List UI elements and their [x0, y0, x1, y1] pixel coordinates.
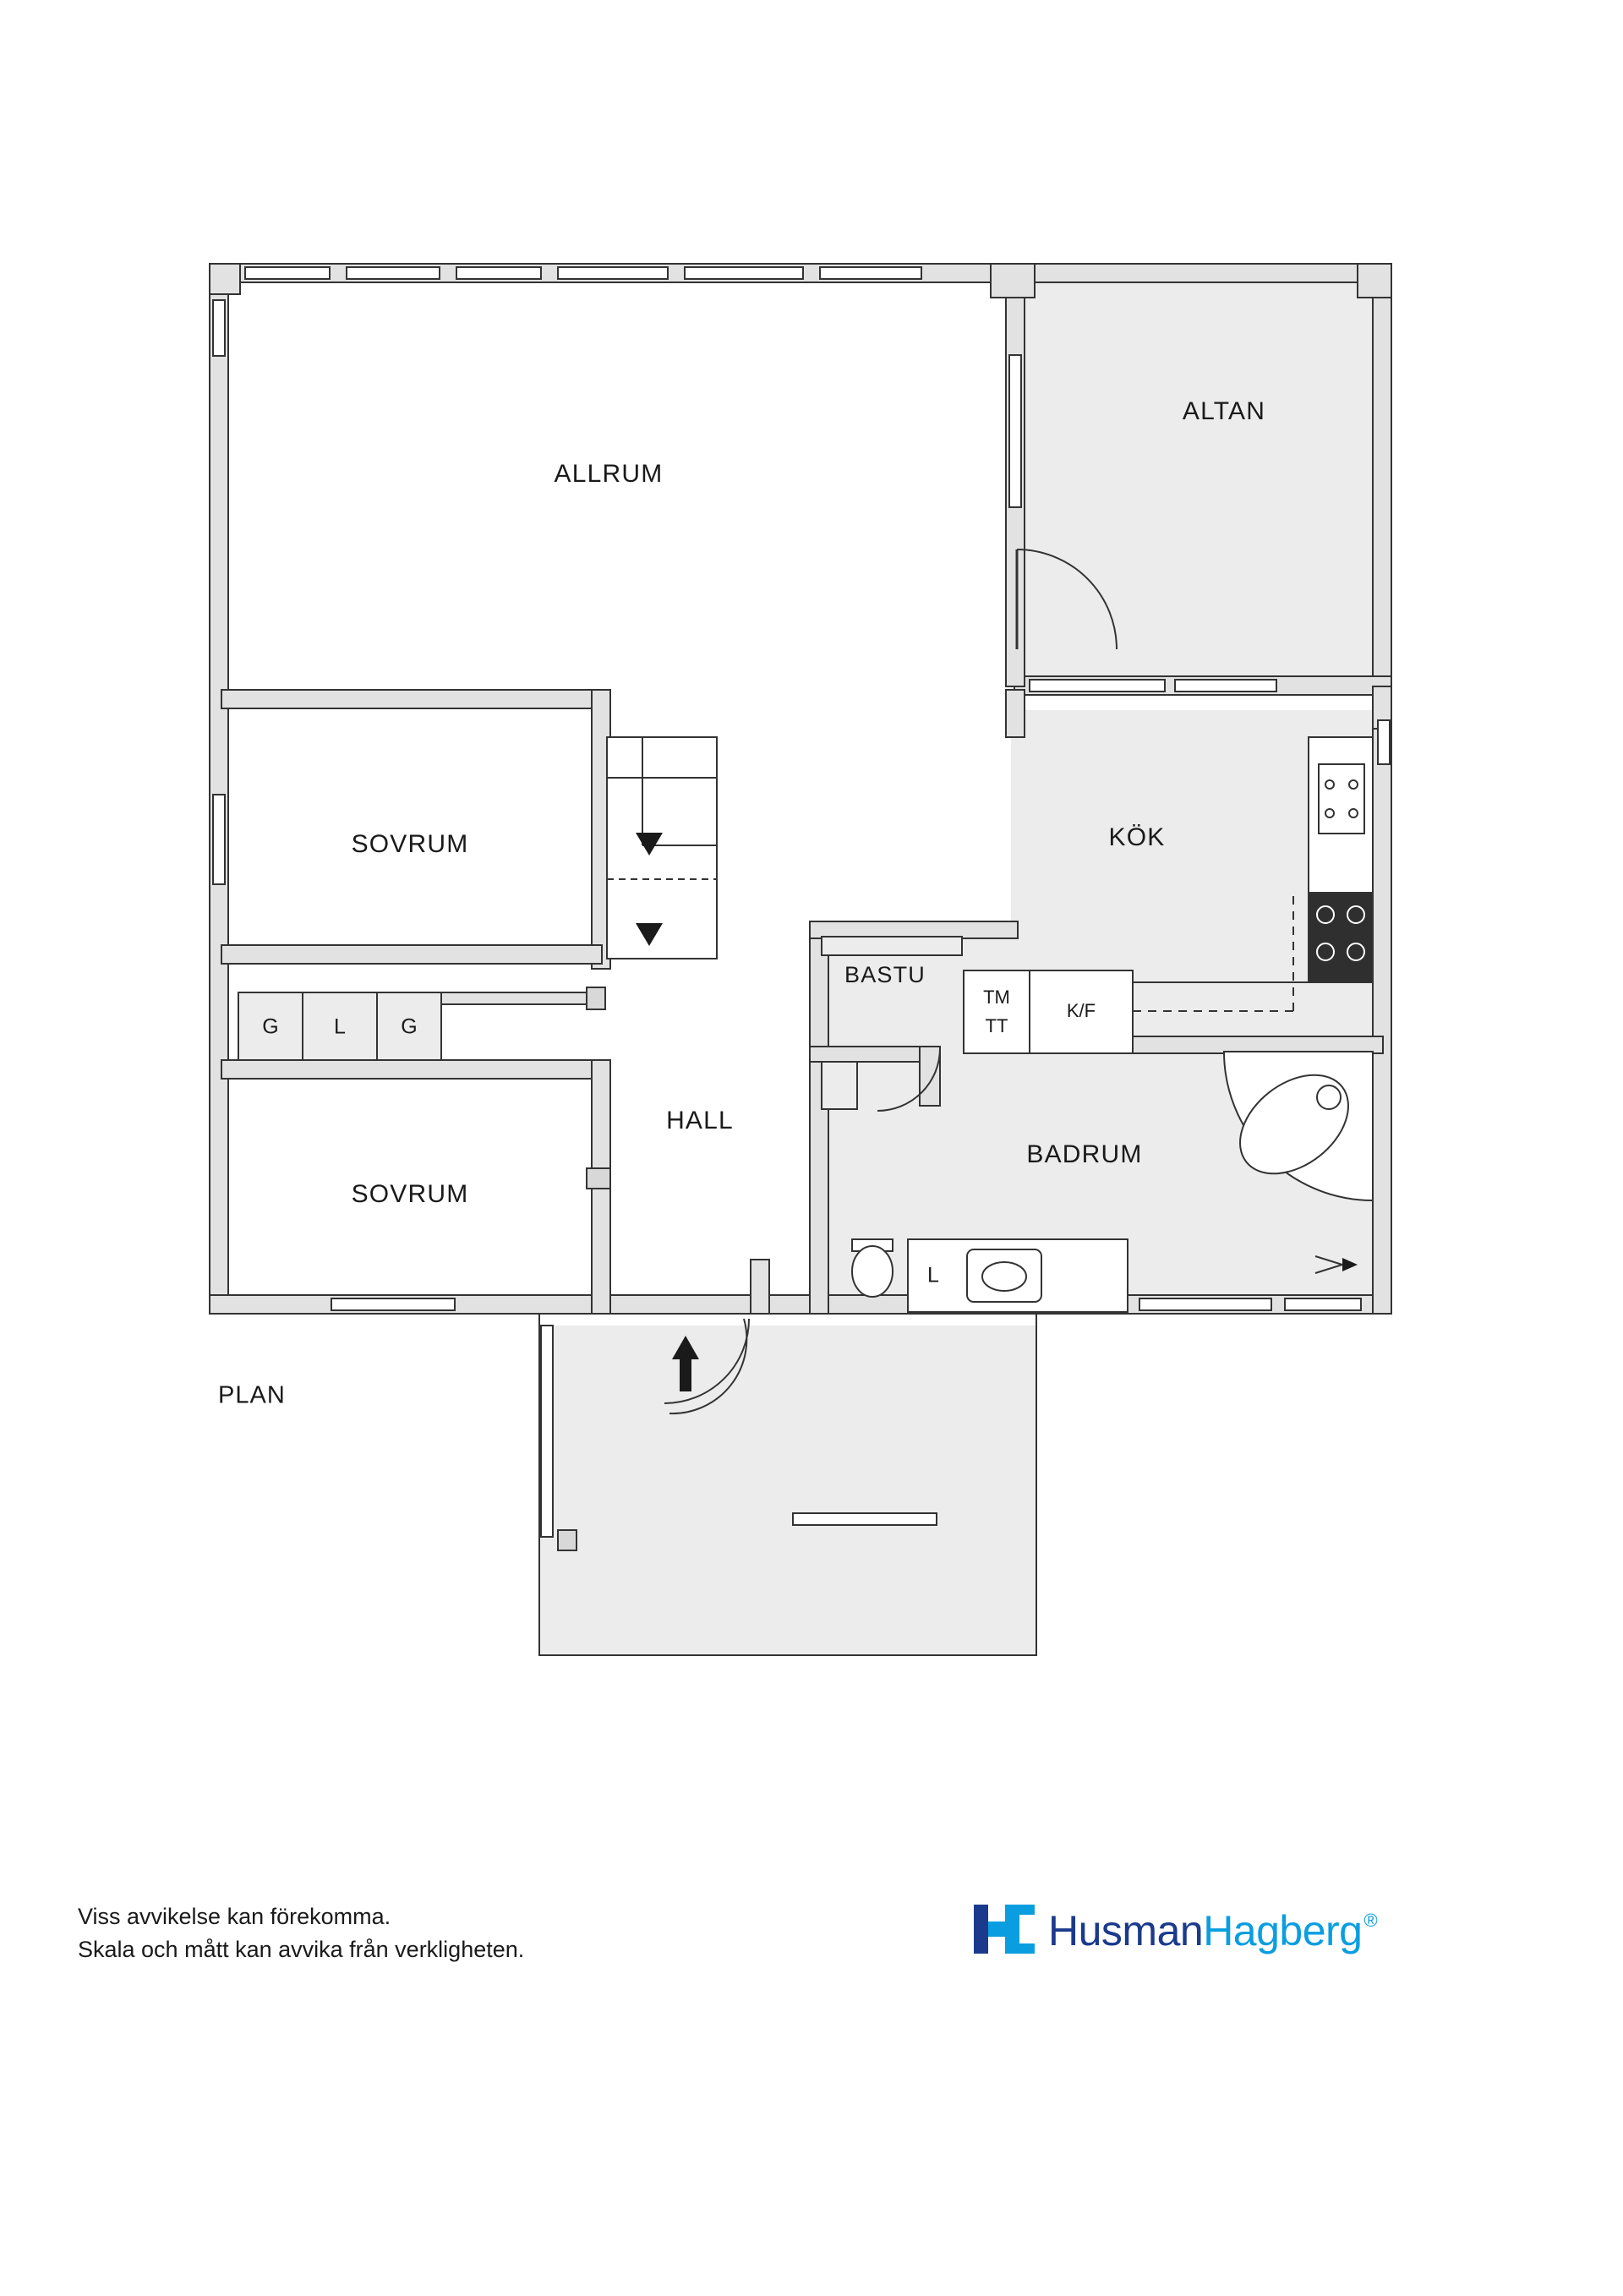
closet-label-g-left: G [262, 1014, 279, 1039]
entry-door-leaf [541, 1326, 553, 1537]
room-label-sovrum-upper: SOVRUM [351, 829, 469, 858]
dryer-label-tt: TT [985, 1014, 1008, 1036]
lower-garage-area [539, 1326, 1036, 1655]
kitchen-stove [1309, 893, 1373, 982]
room-label-allrum: ALLRUM [554, 459, 664, 488]
room-label-sovrum-lower: SOVRUM [351, 1179, 469, 1208]
toilet [852, 1239, 893, 1297]
brand-registered-mark: ® [1363, 1910, 1378, 1931]
kitchen-sink [1319, 764, 1364, 834]
husmanhagberg-mark-icon [974, 1905, 1035, 1954]
hall-wall-stub [587, 1168, 610, 1189]
room-label-bastu: BASTU [844, 962, 926, 988]
bathroom-vanity [908, 1239, 1128, 1312]
allrum-area [221, 279, 1014, 700]
entry-door-jamb [558, 1530, 577, 1550]
closet-wall-stub [441, 992, 593, 1004]
staircase [607, 737, 717, 959]
brand-name [1048, 1906, 1378, 1955]
brand-name-part2: Hagberg [1203, 1907, 1363, 1954]
brand-logo [974, 1905, 1378, 1954]
disclaimer-text [78, 1900, 524, 1966]
brand-name-part1: Husman [1048, 1907, 1204, 1954]
closet-wall-end [587, 987, 605, 1009]
room-label-altan: ALTAN [1182, 396, 1266, 425]
plan-caption: PLAN [218, 1381, 286, 1409]
room-label-hall: HALL [666, 1106, 734, 1134]
closet-label-l: L [334, 1014, 346, 1039]
room-label-kok: KÖK [1108, 823, 1166, 851]
washer-label-tm: TM [983, 986, 1010, 1008]
disclaimer-line1: Viss avvikelse kan förekomma. [78, 1904, 391, 1929]
closet-label-g-right: G [401, 1014, 418, 1039]
altan-area [1014, 269, 1388, 690]
sink-label-l: L [927, 1263, 939, 1287]
fridge-label-kf: K/F [1066, 999, 1096, 1021]
room-label-badrum: BADRUM [1026, 1140, 1143, 1168]
disclaimer-line2: Skala och mått kan avvika från verkligheten. [78, 1937, 525, 1963]
